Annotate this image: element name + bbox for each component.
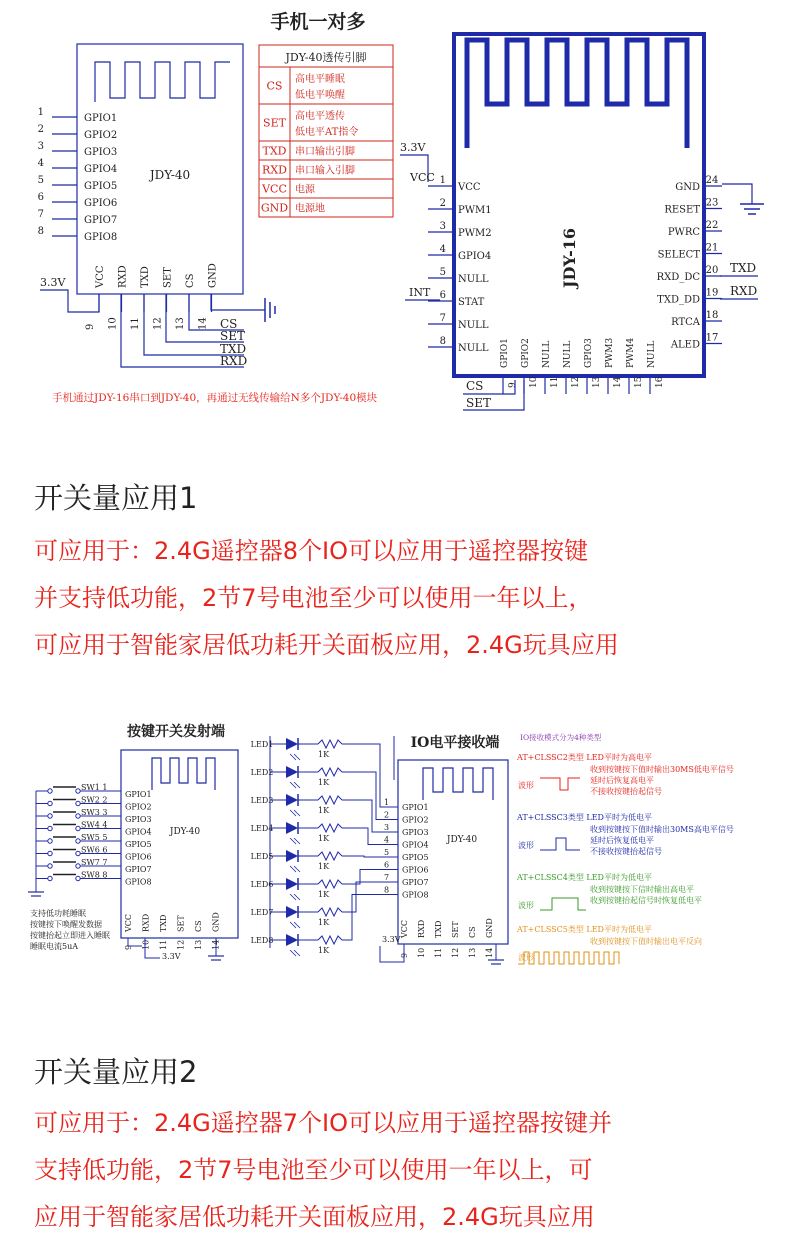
mode-line: 延时后恢复高电平 [590,776,654,785]
jdy40-bottom-pins [85,263,219,330]
led-label: LED3 [250,796,274,805]
resistor-label: 1K [318,778,330,787]
ground-symbol [265,298,275,322]
gpio-pin-label: GPIO7 [84,215,118,226]
led-diode [286,766,298,778]
mode-title: AT+CLSSC2类型 LED平时为高电平 [517,753,652,762]
jdy16-rxd-label: RXD [730,284,758,298]
receiver-bottom-pin-label: SET [451,921,460,938]
pin-table-desc: 电源地 [295,203,325,215]
mode-line: 收到按键按下信时输出高电平 [590,885,694,894]
resistor-zigzag [318,740,342,748]
jdy16-left-pin-label: STAT [458,297,485,308]
jdy16-right-pin-label: RXD_DC [656,272,700,283]
note-line: 按键按下唤醒发数据 [30,920,102,929]
jdy16-left-pin-number: 4 [439,244,446,255]
led-label: LED4 [250,824,274,833]
jdy16-bottom-pin-number: 13 [592,376,602,388]
jdy16-bottom-pins [500,337,665,394]
jdy40-label: JDY-40 [149,168,191,182]
jdy40-bottom-pin-number: 10 [107,317,119,330]
signal-label: TXD [220,342,247,356]
mode-wave-label: 波形 [518,953,534,962]
jdy16-bottom-pin-number: 16 [655,376,665,388]
resistor-zigzag [318,852,342,860]
resistor-zigzag [318,936,342,944]
gpio-pin-label: GPIO3 [84,147,118,158]
receiver-gpio-label: GPIO2 [402,815,429,825]
wire-number: 1 [384,798,390,807]
resistor-label: 1K [318,946,330,955]
led-label: LED7 [250,908,274,917]
receiver-gpio-label: GPIO1 [402,803,429,812]
schematic-phone-one-to-many [0,0,790,420]
jdy16-bottom-pin-label: GPIO2 [521,338,531,368]
gpio-pin-label: GPIO6 [84,198,118,209]
gpio-pin-number: 7 [37,209,44,220]
transmitter-bottom-pin-label: CS [194,920,203,932]
switch-label: SW7 7 [81,858,108,867]
jdy40-bottom-pin-label: VCC [95,265,106,288]
section1-line: 可应用于智能家居低功耗开关面板应用，2.4G玩具应用 [34,631,619,659]
jdy16-bottom-pin-label: GPIO1 [500,338,510,368]
transmitter-bottom-pin-number: 10 [141,939,151,950]
receiver-bottom-pin-number: 13 [468,947,477,958]
jdy16-right-pin-label: RTCA [671,317,700,328]
jdy40-bottom-pin-number: 11 [130,317,141,330]
jdy16-ground-symbol [740,204,764,214]
switch-contact [76,839,80,843]
pin-table-name: SET [263,116,286,130]
resistor-zigzag [318,796,342,804]
receiver-bottom-pin-number: 10 [417,947,426,958]
signal-label: RXD [220,354,248,368]
jdy16-right-pin-label: SELECT [657,249,700,261]
jdy16-right-pin-number: 18 [705,310,719,321]
receiver-bottom-pin-number: 11 [434,947,443,958]
receiver-supply-label: 3.3V [382,935,401,944]
switch-contact [76,826,80,830]
switch-contact [76,864,80,868]
transmitter-gpio-label: GPIO2 [125,802,152,812]
switch-contact [48,789,52,793]
jdy40-bottom-pin-label: RXD [117,265,129,288]
jdy16-left-pin-label: PWM2 [458,228,492,239]
resistor-label: 1K [318,750,330,759]
led-label: LED5 [250,852,274,861]
jdy16-bottom-pin-number: 12 [571,376,581,388]
switch-label: SW1 1 [81,783,108,792]
jdy16-right-pin-number: 17 [705,332,719,344]
switch-contact [76,801,80,805]
low-power-note [30,908,110,951]
mode-line: 收到按键按下值时输出电平反向 [590,937,702,946]
receiver-bottom-pin-number: 12 [451,947,460,958]
pin-table-desc: 电源 [295,184,315,196]
transmitter-gpio-label: GPIO5 [125,840,152,849]
jdy16-right-pin-number: 19 [705,287,719,299]
jdy40-supply-label: 3.3V [40,276,66,289]
note-line: 睡眠电流5uA [30,942,79,951]
mode-line: 收到按键按下值时输出30MS高电平信号 [590,825,734,834]
mode-line: 不接收按键抬起信号 [590,787,662,796]
jdy16-left-pins [428,175,492,354]
jdy40-bottom-pin-label: GND [207,263,219,288]
mode-line: 不接收按键抬起信号 [590,847,662,856]
receiver-gpio-label: GPIO3 [402,828,429,837]
jdy16-bottom-pin-number: 14 [613,376,623,388]
led-label: LED2 [250,768,274,777]
transmitter-bottom-pin-number: 9 [124,944,133,950]
jdy16-left-pin-label: NULL [458,320,489,331]
transmitter-gpio-label: GPIO1 [125,790,152,799]
pin-table-name: CS [266,79,283,93]
receiver-module-label: JDY-40 [446,835,478,845]
wire-number: 6 [384,860,390,870]
receiver-bottom-pin-label: VCC [400,919,409,938]
gpio-pin-label: GPIO4 [84,164,118,175]
diagram1-title: 手机一对多 [270,11,366,33]
transmitter-gpio-label: GPIO3 [125,815,152,824]
transmitter-gpio-label: GPIO7 [125,865,152,874]
jdy16-supply-label: 3.3V [400,141,426,154]
note-line: 支持低功耗睡眠 [30,909,86,918]
waveform [540,778,580,790]
jdy16-cs-label: CS [466,379,484,393]
section1-description [34,528,774,669]
jdy16-vcc-ext-label: VCC [410,171,435,184]
led-to-gpio-wire [342,772,398,820]
jdy16-left-pin-number: 1 [439,175,446,186]
pin-table-desc: 高电平睡眠 [295,74,345,85]
section2-heading: 开关量应用2 [34,1055,198,1089]
waveform [540,898,586,910]
pin-table [259,45,393,217]
receiver-bottom-pin-number: 14 [485,947,494,958]
resistor-label: 1K [318,806,330,815]
gpio-pin-number: 3 [37,141,44,152]
switch-label: SW5 5 [81,833,108,842]
led-diode [286,794,298,806]
resistor-label: 1K [318,918,330,927]
section1-heading: 开关量应用1 [34,481,198,515]
transmitter-gpio-label: GPIO4 [125,827,152,837]
switch-contact [48,801,52,805]
led-diode [286,822,298,834]
wire-number: 7 [384,873,390,882]
jdy16-bottom-pin-label: NULL [647,340,657,368]
signal-label: SET [220,329,245,343]
transmitter-pins [124,790,221,950]
gpio-pin-number: 8 [37,226,44,237]
mode-line: 收到按键抬起信号时恢复低电平 [590,896,702,905]
jdy16-right-pin-number: 20 [705,265,719,276]
switch-contact [48,839,52,843]
jdy16-left-pin-number: 8 [439,336,446,347]
transmitter-module-label: JDY-40 [169,827,201,837]
jdy16-bottom-pin-number: 9 [508,382,518,388]
jdy16-bottom-pin-label: GPIO3 [584,338,594,368]
mode-line: 收到按键按下值时输出30MS低电平信号 [590,765,734,774]
section1-line: 并支持低功能，2节7号电池至少可以使用一年以上， [34,584,593,612]
mode-wave-label: 波形 [518,841,534,850]
mode-title: AT+CLSSC5类型 LED平时为低电平 [517,925,652,934]
jdy16-txd-label: TXD [730,261,757,275]
transmitter-ground-symbol [208,956,224,960]
gpio-pin-label: GPIO2 [84,130,118,141]
receiver-gpio-label: GPIO8 [402,890,429,900]
gpio-pin-number: 4 [37,158,44,169]
transmitter-bottom-pin-number: 13 [194,939,203,950]
receiver-bottom-pin-label: GND [485,918,494,938]
switch-bank [28,783,121,896]
jdy16-left-pin-number: 6 [439,290,446,301]
resistor-label: 1K [318,890,330,899]
jdy16-right-pin-number: 21 [705,242,719,254]
diagram1-caption: 手机通过JDY-16串口到JDY-40，再通过无线传输给N多个JDY-40模块 [52,392,378,404]
jdy40-bottom-pin-label: CS [185,273,196,288]
pin-table-desc: 低电平AT指令 [295,127,359,138]
gpio-pin-number: 6 [37,192,44,203]
gpio-pin-number: 5 [37,175,44,186]
led-to-gpio-wire [342,828,398,845]
gpio-pin-label: GPIO1 [84,113,118,124]
receiver-ground-symbol [488,960,504,964]
switch-label: SW6 6 [81,845,108,855]
led-label: LED1 [250,740,274,749]
jdy16-right-pin-number: 24 [705,175,719,186]
jdy16-bottom-pin-number: 11 [550,376,560,388]
section2-description [34,1100,774,1241]
jdy16-left-pin-number: 5 [439,267,446,278]
jdy16-right-pin-number: 22 [705,220,719,231]
jdy16-left-pin-label: NULL [458,343,489,354]
led-to-gpio-wire [342,744,398,807]
pin-table-desc: 低电平唤醒 [295,90,345,101]
int-label: INT [409,286,431,299]
jdy16-left-pin-label: GPIO4 [458,251,492,262]
receive-modes [516,732,734,964]
pin-table-name: GND [260,201,289,215]
jdy40-bottom-pin-label: TXD [140,266,151,288]
mode-title: AT+CLSSC4类型 LED平时为低电平 [517,873,652,882]
led-to-gpio-wire [342,800,398,832]
jdy16-right-pin-number: 23 [705,197,719,209]
receiver-bottom-pin-label: CS [468,926,477,938]
pin-table-desc: 串口输出引脚 [295,146,355,158]
transmitter-title: 按键开关发射端 [127,724,225,740]
led-to-gpio-wire [342,882,398,912]
pin-table-desc: 高电平透传 [295,111,345,122]
jdy16-right-pin-label: GND [675,182,700,193]
transmitter-gpio-label: GPIO8 [125,877,152,887]
jdy16-right-pin-label: RESET [664,204,700,216]
jdy16-bottom-pin-label: NULL [563,340,573,368]
jdy16-left-pin-label: PWM1 [458,205,492,216]
switch-contact [76,876,80,880]
jdy16-label: JDY-16 [560,227,579,289]
transmitter-supply-label: 3.3V [162,952,181,961]
led-diode [286,878,298,890]
switch-label: SW2 2 [81,795,108,805]
resistor-zigzag [318,880,342,888]
jdy16-bottom-pin-number: 15 [634,376,644,388]
mode-wave-label: 波形 [518,781,534,790]
wire-number: 3 [384,823,390,832]
transmitter-bottom-pin-label: RXD [141,913,151,932]
section1-line: 可应用于：2.4G遥控器8个IO可以应用于遥控器按键 [34,537,589,565]
receiver-bottom-pin-label: RXD [417,919,426,938]
transmitter-bottom-pin-label: VCC [124,913,133,932]
receiver-module [398,760,508,944]
mode-wave-label: 波形 [518,901,534,910]
signal-label: CS [220,317,238,331]
pin-table-name: VCC [262,182,287,196]
resistor-zigzag [318,824,342,832]
switch-label: SW3 3 [81,808,108,817]
receiver-bottom-pin-label: TXD [434,920,443,938]
jdy16-right-pin-label: TXD_DD [657,294,700,306]
led-bank [251,736,398,956]
pin-table-name: TXD [262,144,287,158]
jdy40-bottom-pin-number: 12 [152,317,164,330]
switch-contact [76,851,80,855]
receiver-gpio-label: GPIO4 [402,840,429,850]
switch-contact [48,864,52,868]
led-label: LED8 [250,936,274,945]
resistor-zigzag [318,768,342,776]
receiver-gpio-label: GPIO6 [402,865,429,875]
jdy16-right-pin-label: ALED [670,339,700,351]
receiver-gpio-label: GPIO7 [402,878,429,887]
mode-line: 延时后恢复低电平 [590,836,654,845]
switch-contact [48,851,52,855]
resistor-zigzag [318,908,342,916]
pin-table-desc: 串口输入引脚 [295,165,355,177]
transmitter-bottom-pin-label: GND [211,912,221,932]
jdy40-signal-lines [121,294,247,368]
jdy16-left-pin-number: 3 [439,221,446,232]
transmitter-bottom-pin-number: 14 [211,939,221,950]
receiver-title: IO电平接收端 [410,735,500,751]
receiver-gpio-label: GPIO5 [402,853,429,862]
switch-contact [76,789,80,793]
led-diode [286,906,298,918]
transmitter-bottom-pin-number: 12 [176,939,186,950]
pin-table-header: JDY-40透传引脚 [285,51,367,64]
jdy16-bottom-pin-label: PWM4 [626,337,636,368]
led-diode [286,738,298,750]
wire-number: 4 [384,835,390,845]
section2-line: 应用于智能家居低功耗开关面板应用，2.4G玩具应用 [34,1203,595,1231]
gpio-pin-label: GPIO5 [84,181,118,192]
switch-label: SW4 4 [81,820,108,830]
gpio-pin-number: 2 [37,124,44,135]
transmitter-gpio-label: GPIO6 [125,852,152,862]
jdy16-right-pins [657,175,722,351]
schematic-switch-transmit-receive [0,710,790,1040]
jdy40-bottom-pin-number: 14 [197,317,209,330]
transmitter-bottom-pin-label: TXD [159,914,168,932]
led-diode [286,850,298,862]
wire-number: 8 [384,885,390,895]
resistor-label: 1K [318,862,330,871]
jdy16-bottom-pin-label: NULL [542,340,552,368]
jdy40-bottom-pin-number: 9 [85,323,96,330]
jdy16-set-label: SET [466,396,491,410]
transmitter-bottom-pin-label: SET [176,915,186,932]
jdy16-bottom-pin-label: PWM3 [605,337,615,368]
jdy40-bottom-pin-label: SET [162,267,174,288]
gpio-pin-label: GPIO8 [84,232,118,243]
led-to-gpio-wire [342,895,398,941]
switch-contact [48,876,52,880]
note-line: 按键抬起立即进入睡眠 [30,931,110,940]
switch-contact [76,814,80,818]
receiver-bottom-pin-number: 9 [400,952,409,958]
jdy16-left-pin-label: NULL [458,274,489,285]
switch-contact [48,814,52,818]
led-to-gpio-wire [342,856,398,857]
switch-contact [48,826,52,830]
modes-title: IO接收模式分为4种类型 [520,733,602,742]
switch-label: SW8 8 [81,870,108,880]
jdy16-left-pin-number: 7 [439,313,446,324]
jdy16-left-pin-number: 2 [439,198,446,209]
jdy40-bottom-pin-number: 13 [175,317,186,330]
led-label: LED6 [250,880,274,889]
pin-table-name: RXD [262,163,287,177]
section2-line: 可应用于：2.4G遥控器7个IO可以应用于遥控器按键并 [34,1109,613,1137]
jdy16-left-pin-label: VCC [458,182,481,193]
led-diode [286,934,298,946]
mode-title: AT+CLSSC3类型 LED平时为低电平 [517,813,652,822]
transmitter-bottom-pin-number: 11 [159,939,168,950]
wire-number: 2 [384,810,390,820]
wire-number: 5 [384,848,390,857]
jdy16-right-pin-label: PWRC [667,227,700,238]
section2-line: 支持低功能，2节7号电池至少可以使用一年以上，可 [34,1156,593,1184]
jdy16-bottom-pin-number: 10 [529,376,539,388]
waveform [540,838,580,850]
gpio-pin-number: 1 [37,107,44,118]
resistor-label: 1K [318,834,330,843]
receiver-pins [400,803,494,958]
